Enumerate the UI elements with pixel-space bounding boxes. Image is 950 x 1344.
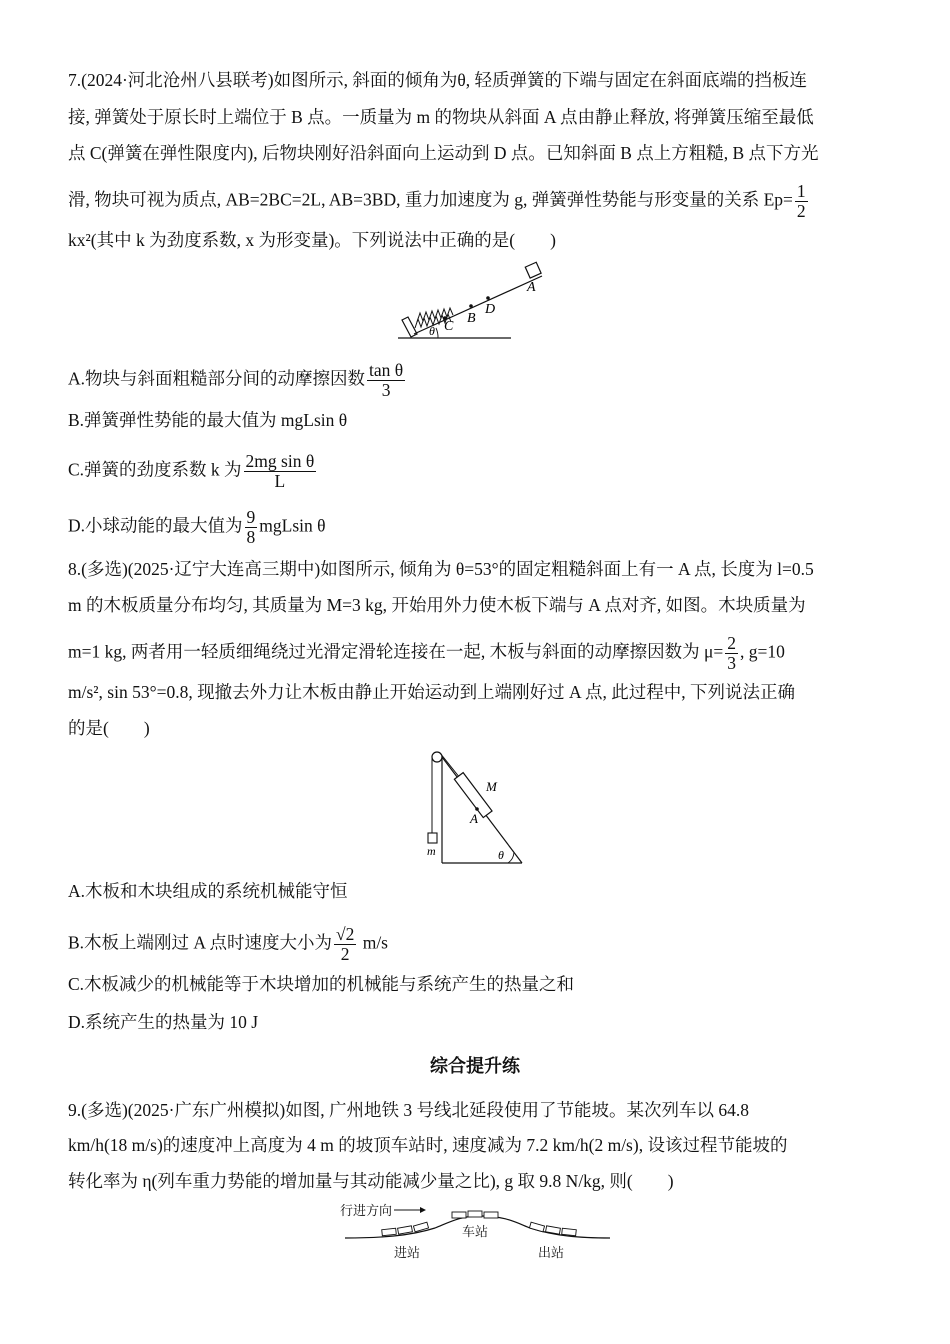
option-a-fraction <box>367 361 405 400</box>
q8-option-c: C.木板减少的机械能等于木块增加的机械能与系统产生的热量之和 <box>68 974 575 994</box>
q8-option-d: D.系统产生的热量为 10 J <box>68 1012 259 1032</box>
exiting-label: 出站 <box>538 1245 565 1260</box>
fraction-denominator: L <box>274 471 286 491</box>
fraction-numerator: √2 <box>335 924 355 944</box>
option-text-suffix: mgLsin θ <box>259 515 326 536</box>
q9-line-2: km/h(18 m/s)的速度冲上高度为 4 m 的坡顶车站时, 速度减为 7.2 km/h(2 m/s), 设该过程节能坡的 <box>68 1135 788 1155</box>
fraction-numerator: 9 <box>246 507 256 527</box>
q8-line-3-suffix: , g=10 <box>739 641 785 662</box>
fraction-denominator: 3 <box>381 380 391 400</box>
q7-line-4 <box>68 182 810 221</box>
q8-line-2: m 的木板质量分布均匀, 其质量为 M=3 kg, 开始用外力使木板下端与 A 点对齐, 如图。木块质量为 <box>68 595 806 615</box>
q8-line-5: 的是( ) <box>68 718 150 738</box>
block-mass-label: m <box>427 844 436 858</box>
fraction-numerator: 1 <box>796 181 806 201</box>
station-label: 车站 <box>462 1224 489 1239</box>
q8-line-3-text: m=1 kg, 两者用一轻质细绳绕过光滑定滑轮连接在一起, 木板与斜面的动摩擦因数为 μ= <box>68 641 724 662</box>
option-b-fraction <box>334 925 356 964</box>
option-text: D.小球动能的最大值为 <box>68 515 243 536</box>
point-b-label: B <box>467 311 476 326</box>
section-title: 综合提升练 <box>430 1056 520 1076</box>
fraction-denominator: 2 <box>796 201 806 221</box>
fraction-numerator: tan θ <box>369 360 404 380</box>
fraction-denominator: 3 <box>727 653 736 673</box>
q7-line-3: 点 C(弹簧在弹性限度内), 后物块刚好沿斜面向上运动到 D 点。已知斜面 B 点上方粗糙, B 点下方光 <box>68 143 819 163</box>
option-text: A.物块与斜面粗糙部分间的动摩擦因数 <box>68 368 366 389</box>
theta-label: θ <box>429 324 435 338</box>
q7-line-2: 接, 弹簧处于原长时上端位于 B 点。一质量为 m 的物块从斜面 A 点由静止释放, 将弹簧压缩至最低 <box>68 107 814 127</box>
q7-option-b: B.弹簧弹性势能的最大值为 mgLsin θ <box>68 410 348 430</box>
point-a-label: A <box>527 280 536 295</box>
q9-line-3: 转化率为 η(列车重力势能的增加量与其动能减少量之比), g 取 9.8 N/kg, 则( ) <box>68 1171 674 1191</box>
point-c-label: C <box>444 319 454 334</box>
board-mass-label: M <box>486 779 497 794</box>
point-a-label: A <box>470 811 478 826</box>
option-text: B.木板上端刚过 A 点时速度大小为 <box>68 932 332 953</box>
fraction-numerator: 2mg sin θ <box>245 451 315 471</box>
option-d-fraction <box>245 508 258 547</box>
q8-line-3 <box>68 634 785 673</box>
q8-line-4: m/s², sin 53°=0.8, 现撤去外力让木板由静止开始运动到上端刚好过 A 点, 此过程中, 下列说法正确 <box>68 682 795 702</box>
q7-ep-fraction <box>795 182 808 221</box>
fraction-numerator: 2 <box>727 633 736 653</box>
theta-label: θ <box>498 848 504 862</box>
option-c-fraction <box>244 452 317 491</box>
q7-option-a <box>68 361 407 400</box>
q8-option-b <box>68 925 388 964</box>
q7-line-1: 7.(2024·河北沧州八县联考)如图所示, 斜面的倾角为θ, 轻质弹簧的下端与固定在斜面底端的挡板连 <box>68 70 807 90</box>
direction-label: 行进方向 <box>340 1203 393 1218</box>
mu-fraction <box>725 634 738 673</box>
fraction-denominator: 8 <box>246 527 256 547</box>
point-d-label: D <box>485 302 496 317</box>
option-text-suffix: m/s <box>358 932 388 953</box>
q7-line-4-text: 滑, 物块可视为质点, AB=2BC=2L, AB=3BD, 重力加速度为 g, 弹簧弹性势能与形变量的关系 Ep= <box>68 189 793 210</box>
q9-energy-saving-slope-figure <box>340 1200 615 1262</box>
q7-incline-spring-figure <box>398 258 548 342</box>
fraction-denominator: 2 <box>340 944 350 964</box>
q7-line-5: kx²(其中 k 为劲度系数, x 为形变量)。下列说法中正确的是( ) <box>68 230 556 250</box>
entering-label: 进站 <box>394 1245 421 1260</box>
q8-option-a: A.木板和木块组成的系统机械能守恒 <box>68 881 348 901</box>
option-text: C.弹簧的劲度系数 k 为 <box>68 459 242 480</box>
q8-pulley-incline-figure <box>420 747 530 867</box>
q7-option-d <box>68 508 326 547</box>
q8-line-1: 8.(多选)(2025·辽宁大连高三期中)如图所示, 倾角为 θ=53°的固定粗糙斜面上有一 A 点, 长度为 l=0.5 <box>68 559 814 579</box>
q7-option-c <box>68 452 318 491</box>
q9-line-1: 9.(多选)(2025·广东广州模拟)如图, 广州地铁 3 号线北延段使用了节能坡。某次列车以 64.8 <box>68 1100 750 1120</box>
